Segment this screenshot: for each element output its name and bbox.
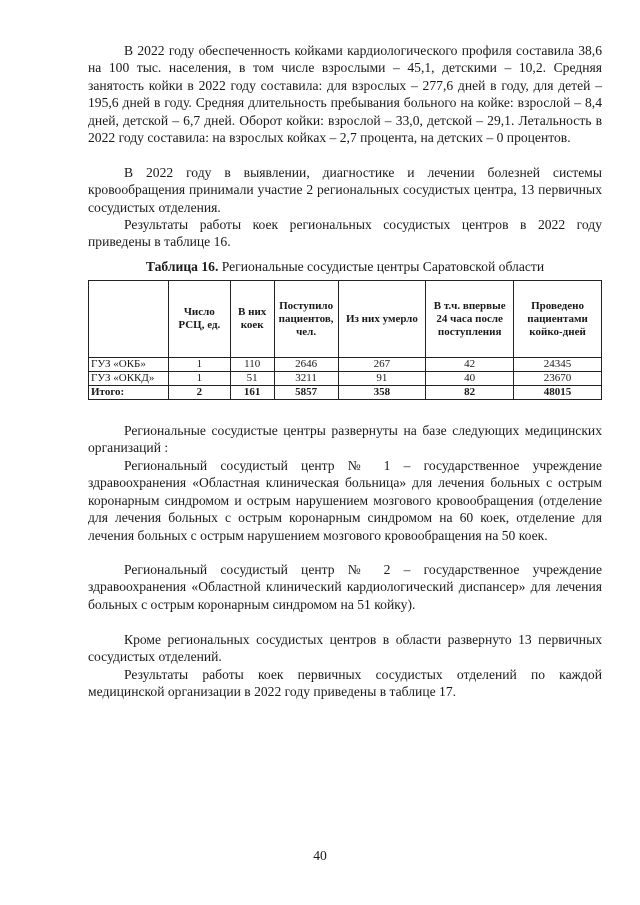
paragraph-center-2: Региональный сосудистый центр № 2 – государственное учреждение здравоохранения «Областной клинический кардиологический диспансер» для лечения больных с острым коронарным синдромом на 51 койку). [88,562,602,612]
cell-died-first-24h: 42 [426,358,514,372]
cell-died: 358 [338,386,426,400]
paragraph-primary-departments: Кроме региональных сосудистых центров в области развернуто 13 первичных сосудистых отделений. [88,632,602,665]
table-total-row [89,386,602,400]
paragraph-table16-intro: Результаты работы коек региональных сосудистых центров в 2022 году приведены в таблице 16. [88,217,602,250]
header-died-first-24h: В т.ч. впервые 24 часа после поступления [426,281,514,358]
cell-organization: ГУЗ «ОККД» [89,372,169,386]
cell-organization: ГУЗ «ОКБ» [89,358,169,372]
header-rsc-count: Число РСЦ, ед. [168,281,230,358]
header-admitted: Поступило пациентов, чел. [274,281,338,358]
paragraph-center-1: Региональный сосудистый центр № 1 – государственное учреждение здравоохранения «Областная клиническая больница» для лечения больных с острым коронарным синдромом и острым нарушением мозгового кровообращения (отделение для лечения больных с острым коронарным синдромом на 60 коек, отделение для лечения больных с острым нарушением мозгового кровообращения на 50 коек. [88,458,602,543]
regional-vascular-centers-table [88,280,602,400]
table-caption-label: Таблица 16. [145,259,219,274]
cell-beds: 110 [230,358,274,372]
paragraph-vascular-centers: В 2022 году в выявлении, диагностике и лечении болезней системы кровообращения принимали участие 2 региональных сосудистых центра, 13 первичных сосудистых отделения. [88,165,602,215]
cell-died-first-24h: 40 [426,372,514,386]
cell-beds: 51 [230,372,274,386]
cell-bed-days: 48015 [514,386,602,400]
cell-died: 91 [338,372,426,386]
cell-died: 267 [338,358,426,372]
paragraph-bed-statistics: В 2022 году обеспеченность койками кардиологического профиля составила 38,6 на 100 тыс. населения, в том числе взрослыми – 45,1, детскими – 10,2. Средняя занятость койки в 2022 году составила: для взрослых – 277,6 дней в году, для детей – 195,6 дней в году. Средняя длительность пребывания больного на койке: взрослой – 8,4 дней, детской – 6,7 дней. Оборот койки: взрослой – 33,0, детской – 29,1. Летальность в 2022 году составила: на взрослых койках – 2,7 процента, на детских – 0 процентов. [88,43,602,146]
header-organization [89,281,169,358]
cell-rsc-count: 1 [168,358,230,372]
cell-bed-days: 23670 [514,372,602,386]
cell-rsc-count: 2 [168,386,230,400]
cell-beds: 161 [230,386,274,400]
header-died: Из них умерло [338,281,426,358]
page-number: 40 [313,848,327,863]
table-header-row [89,281,602,358]
table-caption [88,258,602,275]
paragraph-table17-intro: Результаты работы коек первичных сосудистых отделений по каждой медицинской организации в 2022 году приведены в таблице 17. [88,667,602,700]
header-bed-days: Проведено пациентами койко-дней [514,281,602,358]
cell-died-first-24h: 82 [426,386,514,400]
cell-rsc-count: 1 [168,372,230,386]
paragraph-centers-base: Региональные сосудистые центры развернуты на базе следующих медицинских организаций : [88,423,602,456]
cell-admitted: 5857 [274,386,338,400]
cell-admitted: 2646 [274,358,338,372]
cell-organization: Итого: [89,386,169,400]
cell-admitted: 3211 [274,372,338,386]
table-caption-text: Региональные сосудистые центры Саратовской области [218,259,545,274]
table-row [89,372,602,386]
header-beds: В них коек [230,281,274,358]
cell-bed-days: 24345 [514,358,602,372]
table-row [89,358,602,372]
